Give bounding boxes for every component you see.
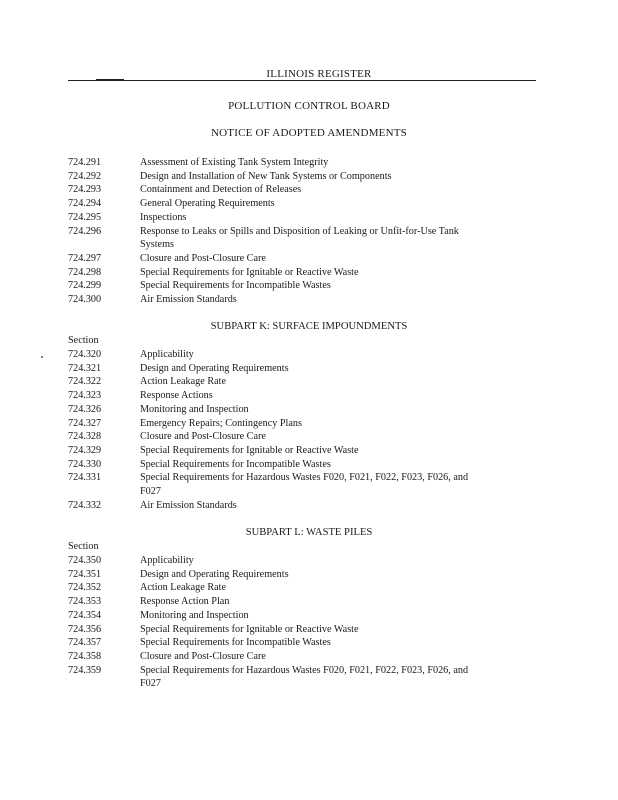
board-title: POLLUTION CONTROL BOARD [228,100,390,112]
section-number: 724.297 [68,252,102,264]
section-title: Design and Operating Requirements [140,362,289,374]
section-number: 724.359 [68,664,102,676]
section-number: 724.322 [68,376,102,388]
section-number: 724.323 [68,390,102,402]
header-rule-mark [96,79,124,81]
section-title: Special Requirements for Incompatible Wastes [140,637,331,649]
subpart-l-section-label: Section [68,541,99,552]
section-title: Action Leakage Rate [140,376,226,388]
section-number: 724.350 [68,555,102,566]
section-title: Design and Operating Requirements [140,568,289,580]
section-title: Applicability [140,555,194,566]
section-title: Air Emission Standards [140,499,237,511]
section-number: 724.300 [68,294,102,305]
section-title: Emergency Repairs; Contingency Plans [140,417,302,429]
section-title: General Operating Requirements [140,198,275,210]
section-number: 724.331 [68,472,102,484]
register-title: ILLINOIS REGISTER [266,68,372,80]
section-title: Assessment of Existing Tank System Integrity [140,157,329,168]
section-number: 724.352 [68,582,102,594]
section-title-continuation: Systems [140,239,174,251]
section-title: Special Requirements for Incompatible Wastes [140,280,331,292]
section-title: Closure and Post-Closure Care [140,252,266,264]
section-title: Containment and Detection of Releases [140,184,302,196]
section-number: 724.299 [68,280,102,292]
subpart-k-section-label: Section [68,335,99,346]
section-number: 724.327 [68,417,102,429]
section-title: Closure and Post-Closure Care [140,431,266,443]
section-number: 724.356 [68,623,102,635]
section-title: Special Requirements for Hazardous Wastes F020, F021, F022, F023, F026, and [140,664,469,676]
section-title: Closure and Post-Closure Care [140,650,266,662]
section-number: 724.293 [68,184,102,196]
section-title-continuation: F027 [140,678,161,690]
section-title: Air Emission Standards [140,294,237,305]
section-number: 724.298 [68,266,102,278]
section-title: Special Requirements for Ignitable or Reactive Waste [140,266,359,278]
section-number: 724.320 [68,349,102,360]
section-number: 724.291 [68,157,102,168]
section-number: 724.358 [68,650,102,662]
section-title: Monitoring and Inspection [140,403,249,415]
section-number: 724.351 [68,568,102,580]
section-title: Special Requirements for Incompatible Wastes [140,458,331,470]
section-title-continuation: F027 [140,485,161,497]
section-number: 724.330 [68,458,102,470]
section-title: Response Action Plan [140,596,230,608]
section-number: 724.353 [68,596,102,608]
notice-title: NOTICE OF ADOPTED AMENDMENTS [211,127,407,139]
section-title: Special Requirements for Hazardous Wastes F020, F021, F022, F023, F026, and [140,472,469,484]
section-number: 724.296 [68,225,102,237]
section-number: 724.326 [68,403,102,415]
section-title: Action Leakage Rate [140,582,226,594]
section-number: 724.321 [68,362,102,374]
section-number: 724.354 [68,609,102,621]
section-title: Applicability [140,349,194,360]
subpart-k-title: SUBPART K: SURFACE IMPOUNDMENTS [210,321,408,332]
section-title: Special Requirements for Ignitable or Reactive Waste [140,444,359,456]
section-title: Design and Installation of New Tank Systems or Components [140,170,392,182]
section-number: 724.292 [68,170,102,182]
section-title: Inspections [140,211,187,223]
section-title: Monitoring and Inspection [140,609,249,621]
subpart-l-title: SUBPART L: WASTE PILES [245,527,373,538]
section-title: Response to Leaks or Spills and Disposition of Leaking or Unfit-for-Use Tank [140,225,459,237]
section-title: Special Requirements for Ignitable or Reactive Waste [140,623,359,635]
section-number: 724.357 [68,637,102,649]
section-number: 724.329 [68,444,102,456]
section-number: 724.332 [68,499,102,511]
section-number: 724.295 [68,211,102,223]
header-rule [68,80,536,81]
section-number: 724.328 [68,431,102,443]
stray-mark [41,356,43,358]
section-number: 724.294 [68,198,102,210]
section-title: Response Actions [140,390,213,402]
